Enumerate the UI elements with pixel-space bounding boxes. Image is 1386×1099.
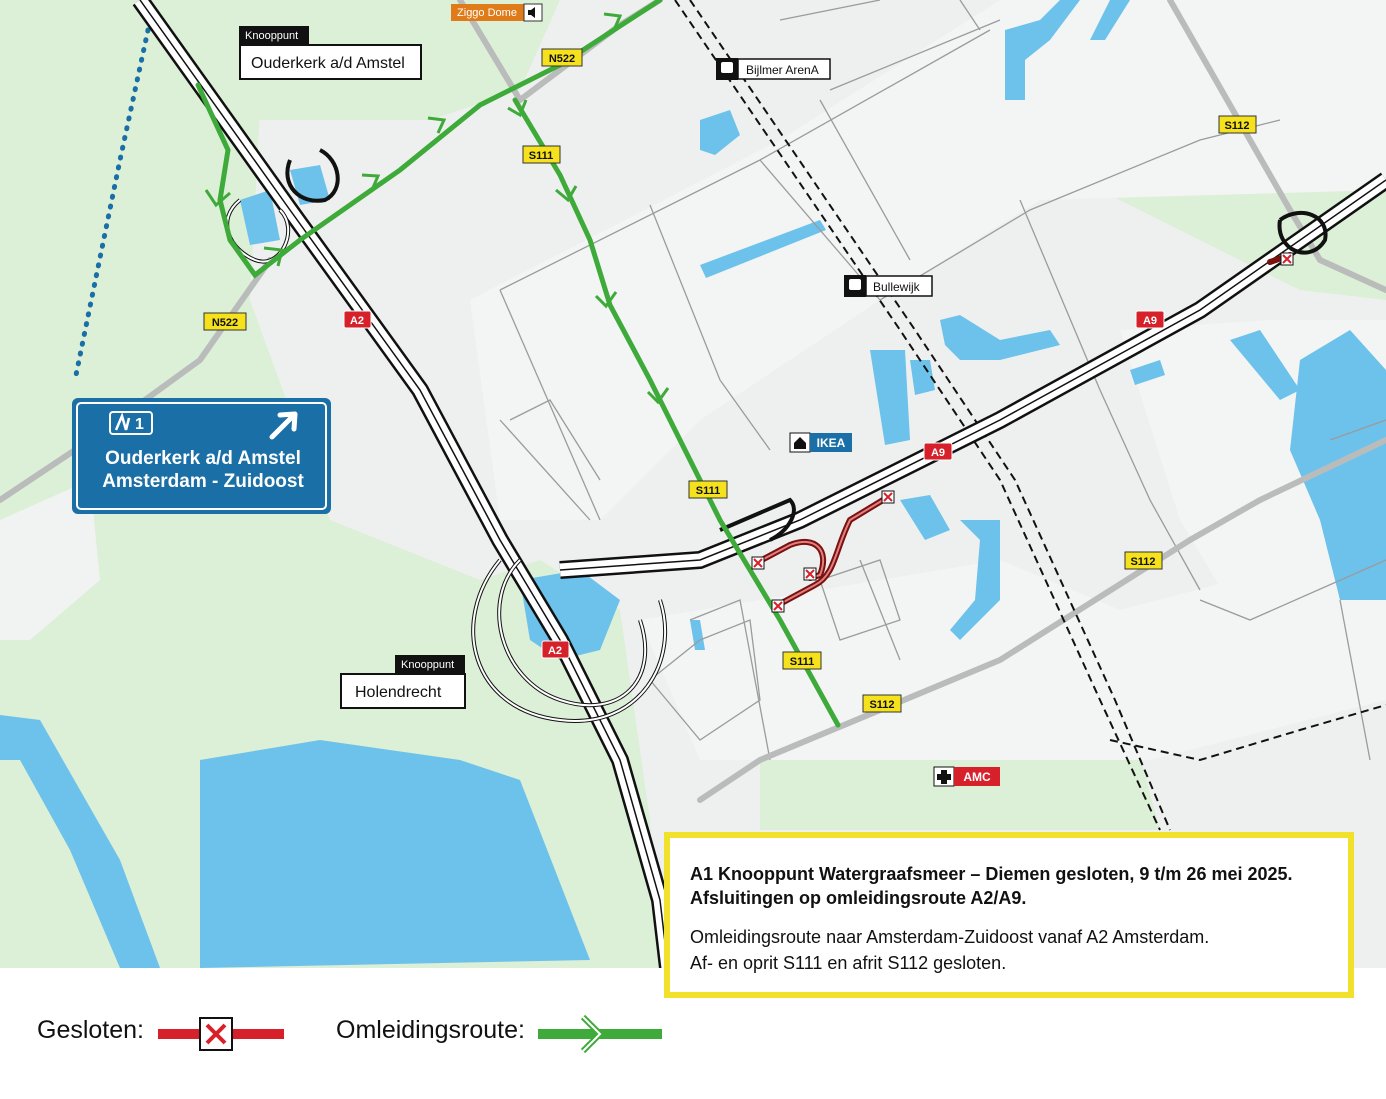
shield-a2-south — [542, 641, 569, 658]
poi-amc — [934, 767, 1000, 786]
svg-text:A9: A9 — [1142, 315, 1158, 327]
info-title-line2: Afsluitingen op omleidingsroute A2/A9. — [690, 888, 1027, 908]
shield-n522-north — [542, 49, 582, 66]
svg-text:S112: S112 — [869, 699, 895, 711]
svg-text:S111: S111 — [789, 656, 815, 668]
shield-a2-north — [344, 311, 371, 328]
svg-text:A2: A2 — [349, 315, 365, 327]
train-icon — [849, 279, 861, 290]
shield-s112-northeast — [1219, 116, 1256, 133]
svg-text:A9: A9 — [930, 447, 946, 459]
info-title-line1: A1 Knooppunt Watergraafsmeer – Diemen gesloten, 9 t/m 26 mei 2025. — [690, 864, 1293, 884]
direction-sign — [72, 398, 331, 514]
poi-ziggo-dome — [451, 4, 542, 21]
interchange-name-north: Ouderkerk a/d Amstel — [251, 55, 405, 72]
info-box — [664, 832, 1354, 998]
shield-s111-north — [523, 146, 560, 163]
svg-text:Bijlmer ArenA: Bijlmer ArenA — [746, 63, 819, 77]
sign-exit-number: 1 — [135, 416, 144, 433]
svg-text:A2: A2 — [547, 645, 563, 657]
svg-text:Bullewijk: Bullewijk — [873, 280, 920, 294]
interchange-caption-north: Knooppunt — [245, 30, 299, 42]
legend-closed-symbol — [158, 1016, 286, 1052]
shield-s112-south — [863, 695, 901, 712]
shield-s111-south — [783, 652, 821, 669]
interchange-caption-south: Knooppunt — [401, 659, 455, 671]
svg-text:S112: S112 — [1224, 120, 1250, 132]
poi-bullewijk — [844, 275, 932, 297]
info-body-line1: Omleidingsroute naar Amsterdam-Zuidoost vanaf A2 Amsterdam. — [690, 927, 1210, 947]
poi-ikea — [790, 433, 852, 452]
svg-text:IKEA: IKEA — [816, 436, 846, 450]
shield-a9-east — [1136, 311, 1164, 328]
legend-detour-label: Omleidingsroute: — [336, 1016, 525, 1044]
poi-bijlmer-arena — [716, 58, 830, 80]
svg-text:N522: N522 — [548, 53, 576, 65]
svg-text:S111: S111 — [695, 485, 721, 497]
interchange-name-south: Holendrecht — [355, 684, 442, 701]
shield-s111-mid — [689, 481, 727, 498]
info-body-line2: Af- en oprit S111 en afrit S112 gesloten. — [690, 953, 1007, 973]
sign-line1: Ouderkerk a/d Amstel — [105, 448, 301, 469]
svg-text:Ziggo Dome: Ziggo Dome — [457, 7, 517, 19]
shield-s112-east — [1125, 552, 1162, 569]
legend — [0, 1010, 700, 1060]
shield-n522-west — [204, 313, 246, 330]
legend-detour-symbol — [538, 1014, 666, 1054]
svg-text:S112: S112 — [1130, 556, 1156, 568]
train-icon — [721, 62, 733, 73]
svg-text:S111: S111 — [528, 150, 554, 162]
svg-text:AMC: AMC — [963, 770, 991, 784]
shield-a9-mid — [924, 443, 952, 460]
legend-closed-label: Gesloten: — [37, 1016, 145, 1044]
sign-line2: Amsterdam - Zuidoost — [102, 471, 304, 492]
svg-text:N522: N522 — [211, 317, 239, 329]
